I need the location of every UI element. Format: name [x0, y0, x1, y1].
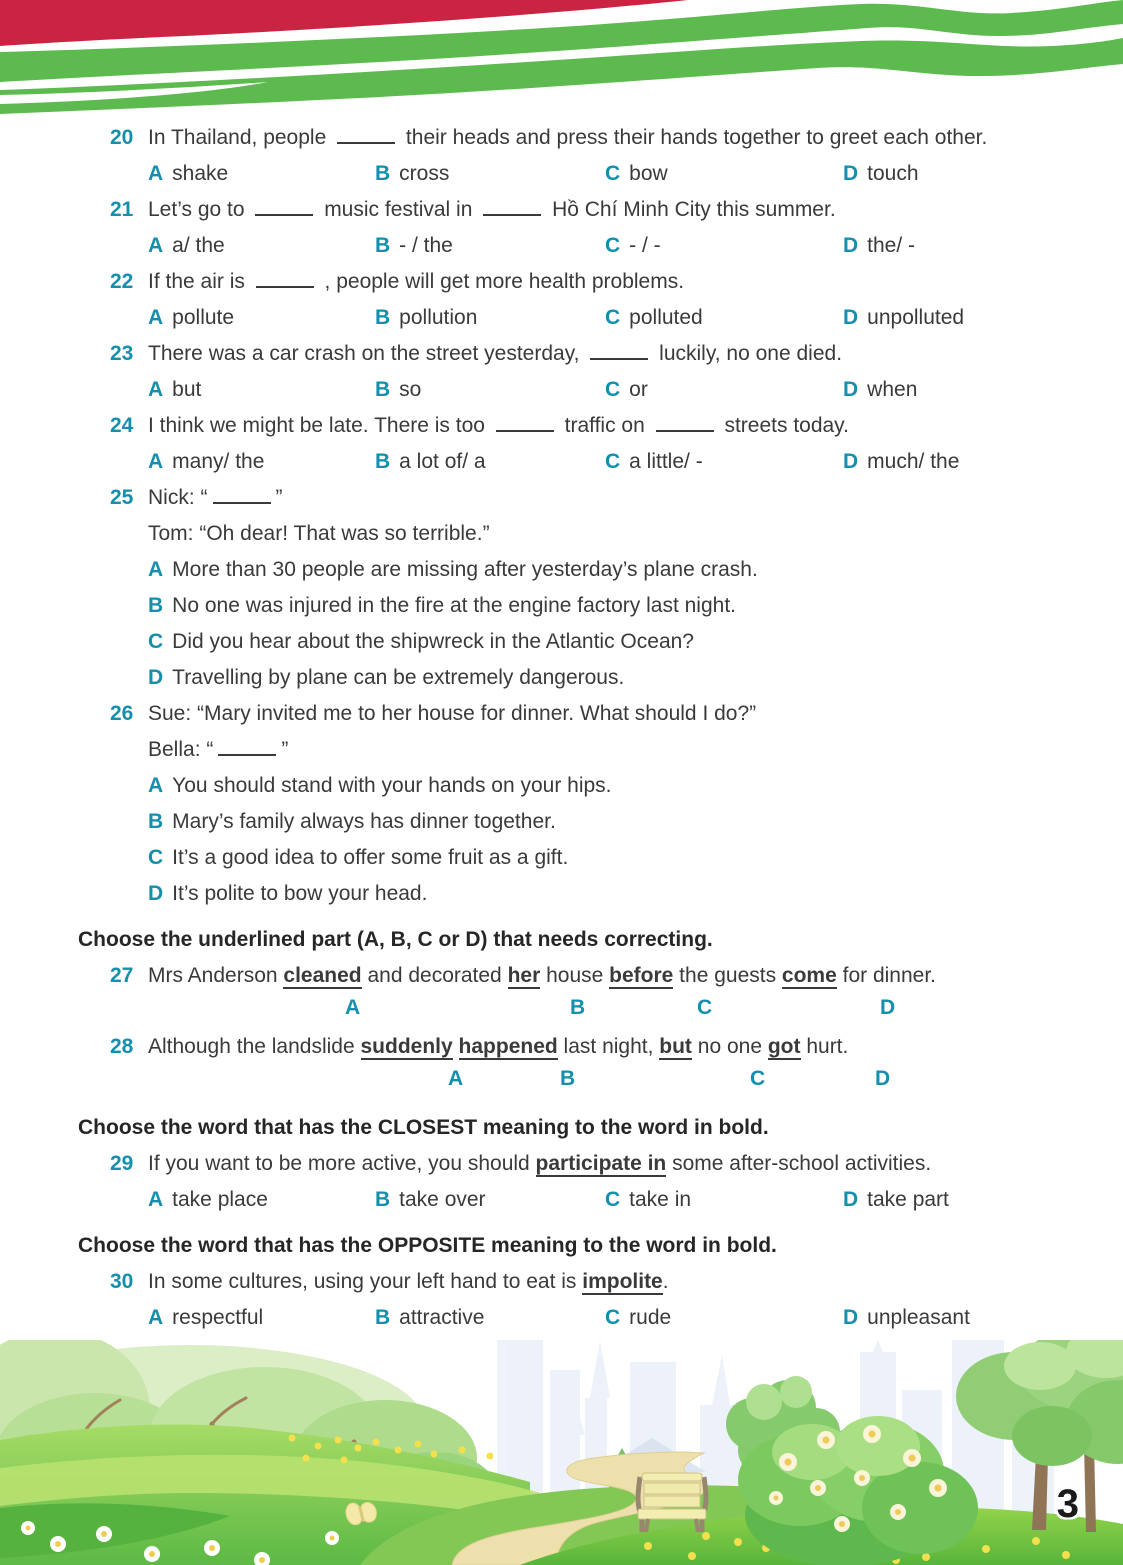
answer-blank [483, 214, 541, 216]
stem-text: If you want to be more active, you should [148, 1152, 536, 1175]
question-stem [110, 480, 1088, 516]
option-letter: B [375, 162, 391, 185]
option-d [148, 876, 1088, 912]
section-header-closest: Choose the word that has the CLOSEST meaning to the word in bold. [78, 1116, 769, 1139]
option-b [375, 444, 486, 480]
option-text: It’s polite to bow your head. [172, 882, 428, 905]
option-b [375, 1182, 486, 1218]
option-text: shake [172, 162, 229, 185]
option-c [605, 444, 703, 480]
option-letter: D [843, 234, 859, 257]
question-25 [110, 480, 1088, 696]
option-letter: A [148, 774, 164, 797]
section-header-correcting: Choose the underlined part (A, B, C or D) that needs correcting. [78, 928, 713, 951]
option-text: unpolluted [867, 306, 965, 329]
underlined-word: got [767, 1035, 801, 1058]
option-text: or [629, 378, 648, 401]
option-letter: B [375, 234, 391, 257]
question-number: 26 [110, 702, 134, 725]
option-text: - / - [629, 234, 661, 257]
stem-text: traffic on [558, 414, 651, 437]
option-c [148, 840, 1088, 876]
options-row [148, 1182, 1088, 1218]
option-text: bow [629, 162, 668, 185]
underlined-word: her [507, 964, 541, 987]
stem-text: , people will get more health problems. [318, 270, 685, 293]
option-letter: B [148, 810, 164, 833]
underlined-word: happened [458, 1035, 558, 1058]
option-letter: D [843, 1188, 859, 1211]
underlined-word: come [781, 964, 837, 987]
stem-text: house [540, 964, 610, 987]
option-b [375, 372, 421, 408]
option-text: More than 30 people are missing after yesterday’s plane crash. [172, 558, 758, 581]
option-text: cross [399, 162, 450, 185]
option-a [148, 1300, 263, 1336]
header-decoration [0, 0, 1123, 118]
marker-a: A [345, 996, 361, 1019]
stem-text: some after-school activities. [666, 1152, 932, 1175]
marker-b: B [570, 996, 586, 1019]
stem-text: In some cultures, using your left hand to eat is [148, 1270, 583, 1293]
option-a [148, 1182, 268, 1218]
option-letter: D [843, 450, 859, 473]
option-d [843, 300, 964, 336]
stem-text: I think we might be late. There is too [148, 414, 491, 437]
option-d [843, 372, 917, 408]
option-c [605, 156, 668, 192]
option-letter: C [605, 1306, 621, 1329]
marker-d: D [875, 1067, 891, 1090]
option-a [148, 768, 1088, 804]
option-text: when [867, 378, 918, 401]
question-number: 21 [110, 198, 134, 221]
option-text: take part [867, 1188, 949, 1211]
option-a [148, 552, 1088, 588]
answer-blank [590, 358, 648, 360]
stem-text: their heads and press their hands together to greet each other. [400, 126, 988, 149]
option-letter: B [375, 306, 391, 329]
answer-blank [337, 142, 395, 144]
stem-text: In Thailand, people [148, 126, 333, 149]
option-letter: D [148, 882, 164, 905]
dialog-speaker2: Tom: “Oh dear! That was so terrible.” [148, 522, 490, 545]
option-text: a/ the [172, 234, 225, 257]
answer-blank [256, 286, 314, 288]
option-letter: B [375, 450, 391, 473]
stem-text: . [662, 1270, 669, 1293]
options-row [148, 444, 1088, 480]
option-text: many/ the [172, 450, 265, 473]
option-letter: A [148, 378, 164, 401]
option-letter: A [148, 234, 164, 257]
option-text: It’s a good idea to offer some fruit as a gift. [172, 846, 569, 869]
question-number: 24 [110, 414, 134, 437]
question-stem [110, 192, 1088, 228]
option-c [605, 228, 661, 264]
question-stem [110, 264, 1088, 300]
option-text: polluted [629, 306, 703, 329]
option-letter: A [148, 162, 164, 185]
question-22 [110, 264, 1088, 336]
option-b [375, 300, 477, 336]
question-number: 28 [110, 1035, 134, 1058]
option-d [148, 660, 1088, 696]
marker-row [148, 1065, 1088, 1100]
option-b [148, 804, 1088, 840]
option-c [605, 300, 703, 336]
option-letter: C [605, 234, 621, 257]
option-d [843, 1300, 970, 1336]
option-b [375, 1300, 484, 1336]
stem-text: luckily, no one died. [653, 342, 843, 365]
stem-text: and decorated [361, 964, 508, 987]
questions-area [78, 120, 1088, 1336]
options-row [148, 1300, 1088, 1336]
option-c [605, 372, 648, 408]
option-letter: C [605, 306, 621, 329]
option-text: so [399, 378, 422, 401]
option-letter: B [375, 378, 391, 401]
answer-blank [656, 430, 714, 432]
option-text: touch [867, 162, 919, 185]
option-text: Travelling by plane can be extremely dangerous. [172, 666, 625, 689]
marker-a: A [448, 1067, 464, 1090]
stem-text [453, 1035, 459, 1058]
dialog-line [148, 732, 1088, 768]
stem-text: last night, [557, 1035, 660, 1058]
option-letter: C [605, 162, 621, 185]
dialog-speaker2-end: ” [281, 738, 289, 761]
stem-text: for dinner. [836, 964, 937, 987]
option-text: a lot of/ a [399, 450, 486, 473]
option-d [843, 228, 915, 264]
option-letter: C [605, 1188, 621, 1211]
stem-text: Hồ Chí Minh City this summer. [546, 198, 836, 221]
option-letter: C [148, 846, 164, 869]
option-text: rude [629, 1306, 672, 1329]
option-letter: C [148, 630, 164, 653]
option-letter: D [843, 1306, 859, 1329]
question-26 [110, 696, 1088, 912]
option-letter: A [148, 1188, 164, 1211]
option-text: respectful [172, 1306, 264, 1329]
option-text: - / the [399, 234, 453, 257]
question-23 [110, 336, 1088, 408]
option-letter: B [148, 594, 164, 617]
underlined-word: impolite [582, 1270, 663, 1293]
option-letter: A [148, 306, 164, 329]
question-20 [110, 120, 1088, 192]
option-a [148, 444, 264, 480]
option-text: Did you hear about the shipwreck in the Atlantic Ocean? [172, 630, 694, 653]
option-letter: A [148, 1306, 164, 1329]
dialog-speaker1: Sue: “Mary invited me to her house for dinner. What should I do?” [148, 702, 757, 725]
option-letter: B [375, 1306, 391, 1329]
option-text: much/ the [867, 450, 960, 473]
options-row [148, 228, 1088, 264]
question-stem [110, 958, 1088, 994]
option-d [843, 156, 919, 192]
question-number: 23 [110, 342, 134, 365]
answer-blank [218, 754, 276, 756]
option-b [375, 156, 449, 192]
option-text: take in [629, 1188, 692, 1211]
option-letter: C [605, 378, 621, 401]
question-29 [110, 1146, 1088, 1218]
marker-d: D [880, 996, 896, 1019]
stem-text: Although the landslide [148, 1035, 361, 1058]
answer-blank [496, 430, 554, 432]
option-letter: D [843, 306, 859, 329]
option-text: You should stand with your hands on your hips. [172, 774, 612, 797]
option-text: No one was injured in the fire at the engine factory last night. [172, 594, 737, 617]
option-text: but [172, 378, 202, 401]
dialog-line [148, 516, 1088, 552]
marker-b: B [560, 1067, 576, 1090]
option-letter: D [148, 666, 164, 689]
option-letter: D [843, 378, 859, 401]
answer-blank [213, 502, 271, 504]
option-text: the/ - [867, 234, 916, 257]
question-21 [110, 192, 1088, 264]
options-row [148, 300, 1088, 336]
question-number: 25 [110, 486, 134, 509]
question-number: 20 [110, 126, 134, 149]
question-number: 22 [110, 270, 134, 293]
option-c [605, 1182, 691, 1218]
marker-row [148, 994, 1088, 1029]
option-letter: A [148, 450, 164, 473]
option-letter: C [605, 450, 621, 473]
question-number: 30 [110, 1270, 134, 1293]
question-stem [110, 696, 1088, 732]
stem-text: music festival in [318, 198, 479, 221]
stem-text: Let’s go to [148, 198, 251, 221]
underlined-word: participate in [535, 1152, 667, 1175]
option-b [148, 588, 1088, 624]
underlined-word: cleaned [283, 964, 362, 987]
option-text: take over [399, 1188, 486, 1211]
option-letter: A [148, 558, 164, 581]
question-28 [110, 1029, 1088, 1100]
stem-text: There was a car crash on the street yesterday, [148, 342, 586, 365]
stem-text: If the air is [148, 270, 251, 293]
underlined-word: before [609, 964, 674, 987]
option-text: unpleasant [867, 1306, 970, 1329]
footer-illustration [0, 1340, 1123, 1565]
option-d [843, 1182, 949, 1218]
option-a [148, 372, 201, 408]
stem-text: streets today. [718, 414, 849, 437]
dialog-speaker1: Nick: “ [148, 486, 208, 509]
stem-text: Mrs Anderson [148, 964, 284, 987]
question-30 [110, 1264, 1088, 1336]
options-row [148, 372, 1088, 408]
option-letter: B [375, 1188, 391, 1211]
option-text: a little/ - [629, 450, 703, 473]
question-27 [110, 958, 1088, 1029]
option-c [148, 624, 1088, 660]
options-row [148, 156, 1088, 192]
question-stem [110, 1146, 1088, 1182]
dialog-speaker2: Bella: “ [148, 738, 214, 761]
question-stem [110, 336, 1088, 372]
question-stem [110, 1264, 1088, 1300]
option-text: pollution [399, 306, 478, 329]
dialog-speaker1-end: ” [275, 486, 283, 509]
option-a [148, 300, 234, 336]
option-text: pollute [172, 306, 235, 329]
question-stem [110, 120, 1088, 156]
answer-blank [255, 214, 313, 216]
question-24 [110, 408, 1088, 480]
option-text: attractive [399, 1306, 485, 1329]
option-text: Mary’s family always has dinner together. [172, 810, 556, 833]
option-a [148, 228, 225, 264]
stem-text: no one [691, 1035, 768, 1058]
question-stem [110, 408, 1088, 444]
marker-c: C [697, 996, 713, 1019]
page-number: 3 [1056, 1482, 1079, 1526]
option-text: take place [172, 1188, 268, 1211]
option-c [605, 1300, 671, 1336]
marker-c: C [750, 1067, 766, 1090]
question-number: 27 [110, 964, 134, 987]
stem-text: hurt. [800, 1035, 849, 1058]
question-stem [110, 1029, 1088, 1065]
underlined-word: suddenly [360, 1035, 453, 1058]
option-b [375, 228, 453, 264]
underlined-word: but [659, 1035, 692, 1058]
stem-text: the guests [673, 964, 782, 987]
question-number: 29 [110, 1152, 134, 1175]
option-d [843, 444, 959, 480]
section-header-opposite: Choose the word that has the OPPOSITE meaning to the word in bold. [78, 1234, 777, 1257]
option-letter: D [843, 162, 859, 185]
option-a [148, 156, 228, 192]
